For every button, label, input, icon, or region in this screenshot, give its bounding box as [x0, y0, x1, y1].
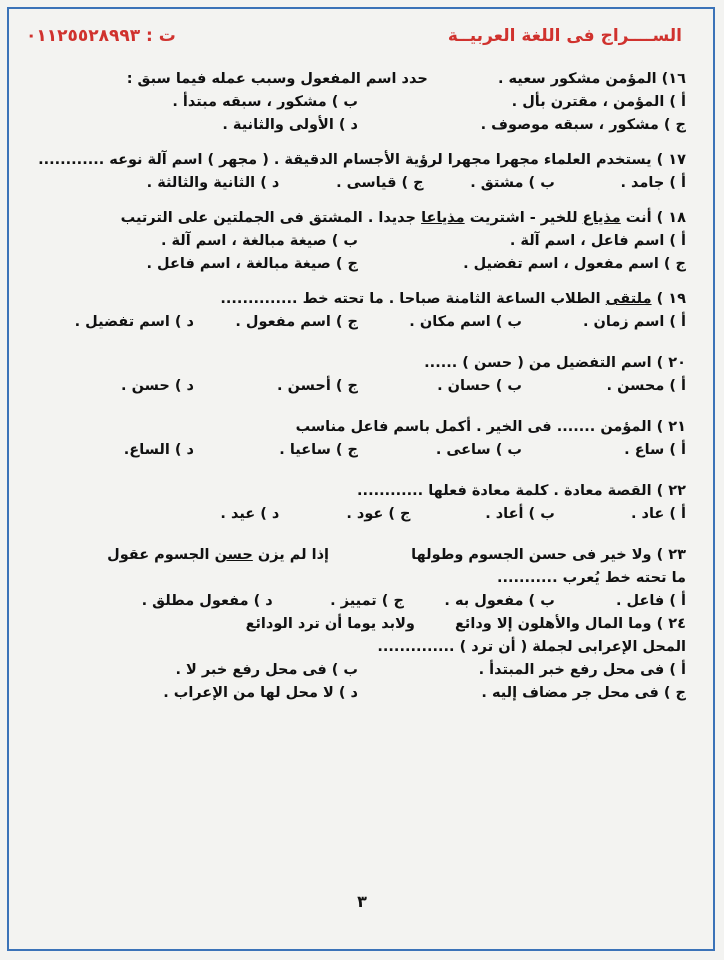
- option-c[interactable]: ج ) اسم مفعول ، اسم تفضيل .: [463, 256, 686, 272]
- option-b[interactable]: ب ) حسان .: [437, 378, 522, 394]
- question-20: [30, 352, 686, 398]
- option-a[interactable]: أ ) المؤمن ، مقترن بأل .: [511, 94, 686, 110]
- option-d[interactable]: د ) اسم تفضيل .: [74, 314, 194, 330]
- question-instruction: حدد اسم المفعول وسبب عمله فيما سبق :: [126, 71, 428, 87]
- question-stem: ١٧ ) يستخدم العلماء مجهرا مجهرا لرؤية الأجسام الدقيقة . ( مجهر ) اسم آلة نوعه ............: [38, 152, 686, 168]
- question-stem: ٢٠ ) اسم التفضيل من ( حسن ) ......: [424, 355, 686, 371]
- option-c[interactable]: ج ) تمييز .: [330, 593, 404, 609]
- header-phone: ت : ٠١١٢٥٥٢٨٩٩٣: [26, 26, 176, 46]
- option-c[interactable]: ج ) اسم مفعول .: [235, 314, 358, 330]
- question-stem: ٢١ ) المؤمن ....... فى الخير . أكمل باسم فاعل مناسب: [295, 419, 686, 435]
- option-d[interactable]: د ) الساع.: [123, 442, 194, 458]
- question-stem: ١٦) المؤمن مشكور سعيه .: [497, 71, 686, 87]
- option-d[interactable]: ج ) صيغة مبالغة ، اسم فاعل .: [146, 256, 358, 272]
- question-stem: ٢٢ ) القصة معادة . كلمة معادة فعلها ............: [357, 483, 686, 499]
- option-d[interactable]: د ) الأولى والثانية .: [222, 117, 358, 133]
- page-header: [0, 26, 724, 52]
- option-a[interactable]: أ ) جامد .: [620, 175, 686, 191]
- underlined-word: مذياع: [582, 210, 621, 226]
- option-c[interactable]: ج ) مشكور ، سبقه موصوف .: [480, 117, 686, 133]
- option-b[interactable]: ب ) فى محل رفع خبر لا .: [175, 662, 358, 678]
- option-a[interactable]: أ ) اسم فاعل ، اسم آلة .: [509, 233, 686, 249]
- option-b[interactable]: ب ) اسم مكان .: [409, 314, 522, 330]
- option-b[interactable]: ب ) مشكور ، سبقه مبتدأ .: [172, 94, 358, 110]
- option-b[interactable]: ب ) ساعى .: [435, 442, 522, 458]
- option-b[interactable]: ب ) صيغة مبالغة ، اسم آلة .: [160, 233, 358, 249]
- option-a[interactable]: أ ) فاعل .: [615, 593, 686, 609]
- option-d[interactable]: د ) عيد .: [220, 506, 280, 522]
- question-stem: ١٩ ) ملتقى الطلاب الساعة الثامنة صباحا . ما تحته خط ..............: [220, 291, 686, 307]
- option-a[interactable]: أ ) محسن .: [606, 378, 686, 394]
- option-a[interactable]: أ ) عاد .: [630, 506, 686, 522]
- underlined-word: حسن: [214, 547, 253, 563]
- option-b[interactable]: ب ) مشتق .: [470, 175, 555, 191]
- question-stem: ١٨ ) أنت مذياع للخير - اشتريت مذياعا جديدا . المشتق فى الجملتين على الترتيب: [120, 210, 686, 226]
- option-a[interactable]: أ ) ساع .: [624, 442, 686, 458]
- question-22: [30, 480, 686, 526]
- page-number: ٣: [357, 892, 367, 911]
- option-d[interactable]: د ) لا محل لها من الإعراب .: [163, 685, 358, 701]
- option-b[interactable]: ب ) أعاد .: [485, 506, 555, 522]
- header-title: الســــراج فى اللغة العربيــة: [447, 26, 682, 46]
- option-c[interactable]: ج ) ساعيا .: [279, 442, 358, 458]
- underlined-word: مذياعا: [421, 210, 465, 226]
- question-18: [30, 207, 686, 276]
- option-c[interactable]: ج ) قياسى .: [336, 175, 424, 191]
- option-a[interactable]: أ ) اسم زمان .: [582, 314, 686, 330]
- question-16: [30, 68, 686, 137]
- option-a[interactable]: أ ) فى محل رفع خبر المبتدأ .: [478, 662, 686, 678]
- question-23: [30, 544, 686, 613]
- option-d[interactable]: د ) حسن .: [121, 378, 194, 394]
- option-c[interactable]: ج ) أحسن .: [277, 378, 358, 394]
- option-c[interactable]: ج ) فى محل جر مضاف إليه .: [481, 685, 686, 701]
- question-24: [30, 613, 686, 705]
- option-c[interactable]: ج ) عود .: [346, 506, 411, 522]
- poetry-verse: ٢٤ ) وما المال والأهلون إلا ودائع ولابد يوما أن ترد الودائع: [245, 616, 686, 632]
- option-b[interactable]: ب ) مفعول به .: [444, 593, 555, 609]
- question-19: [30, 288, 686, 334]
- option-d[interactable]: د ) مفعول مطلق .: [141, 593, 273, 609]
- question-21: [30, 416, 686, 462]
- underlined-word: ملتقى: [605, 291, 652, 307]
- question-stem: المحل الإعرابى لجملة ( أن ترد ) ..............: [377, 639, 686, 655]
- question-list: [30, 68, 686, 717]
- question-stem: ما تحته خط يُعرب ...........: [496, 570, 686, 586]
- poetry-verse: ٢٣ ) ولا خير فى حسن الجسوم وطولها إذا لم يزن حسن الجسوم عقول: [107, 547, 686, 563]
- option-d[interactable]: د ) الثانية والثالثة .: [146, 175, 280, 191]
- question-17: [30, 149, 686, 195]
